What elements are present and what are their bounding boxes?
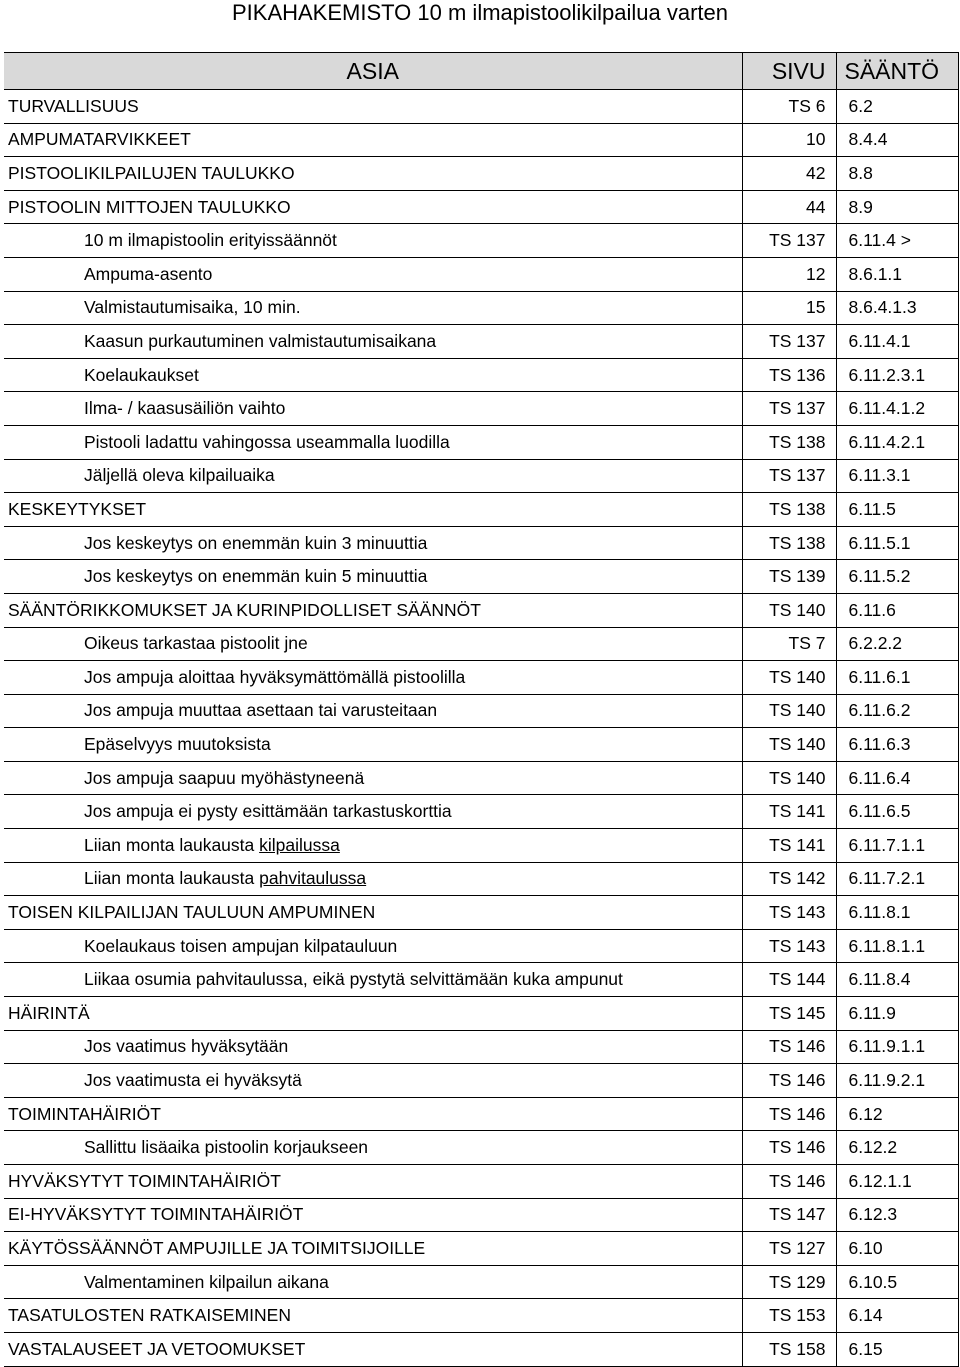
subtopic-cell <box>4 829 742 863</box>
subtopic-cell <box>4 661 742 695</box>
rule-cell: 6.12.3 <box>836 1198 958 1232</box>
rule-cell: 6.11.3.1 <box>836 459 958 493</box>
page-cell: TS 140 <box>742 661 836 695</box>
table-row <box>4 829 958 863</box>
index-table-container <box>4 52 958 1367</box>
table-row <box>4 257 958 291</box>
topic-text: Jos vaatimus hyväksytään <box>84 1036 289 1057</box>
subtopic-cell <box>4 761 742 795</box>
page-cell: TS 127 <box>742 1232 836 1266</box>
topic-text: HYVÄKSYTYT TOIMINTAHÄIRIÖT <box>8 1170 281 1191</box>
page-cell: TS 153 <box>742 1299 836 1333</box>
table-row <box>4 963 958 997</box>
page-cell: TS 140 <box>742 728 836 762</box>
page-cell: TS 136 <box>742 358 836 392</box>
page-cell: TS 147 <box>742 1198 836 1232</box>
page-cell: TS 129 <box>742 1265 836 1299</box>
topic-cell <box>4 1097 742 1131</box>
topic-text: VASTALAUSEET JA VETOOMUKSET <box>8 1338 306 1359</box>
rule-cell: 6.11.6 <box>836 593 958 627</box>
rule-cell: 6.11.7.2.1 <box>836 862 958 896</box>
topic-text: SÄÄNTÖRIKKOMUKSET JA KURINPIDOLLISET SÄÄNNÖT <box>8 599 481 620</box>
topic-cell <box>4 190 742 224</box>
topic-cell <box>4 1332 742 1366</box>
rule-cell: 6.15 <box>836 1332 958 1366</box>
topic-text: Sallittu lisäaika pistoolin korjaukseen <box>84 1137 369 1158</box>
page-cell: TS 146 <box>742 1131 836 1165</box>
topic-text: Jos ampuja aloittaa hyväksymättömällä pistoolilla <box>84 666 466 687</box>
page-cell: TS 143 <box>742 929 836 963</box>
topic-cell <box>4 1165 742 1199</box>
topic-text: Ampuma-asento <box>84 263 213 284</box>
topic-text: 10 m ilmapistoolin erityissäännöt <box>84 230 337 251</box>
topic-text: PISTOOLIN MITTOJEN TAULUKKO <box>8 196 291 217</box>
table-row <box>4 493 958 527</box>
topic-text: Koelaukaus toisen ampujan kilpatauluun <box>84 935 398 956</box>
table-row <box>4 728 958 762</box>
subtopic-cell <box>4 694 742 728</box>
rule-cell: 6.11.9.2.1 <box>836 1064 958 1098</box>
topic-text: Ilma- / kaasusäiliön vaihto <box>84 398 286 419</box>
page-cell: TS 141 <box>742 829 836 863</box>
page-cell: TS 137 <box>742 224 836 258</box>
page-cell: TS 138 <box>742 526 836 560</box>
rule-cell: 6.11.7.1.1 <box>836 829 958 863</box>
page-cell: TS 146 <box>742 1030 836 1064</box>
rule-cell: 6.11.6.5 <box>836 795 958 829</box>
page-cell: TS 7 <box>742 627 836 661</box>
page-cell: 42 <box>742 157 836 191</box>
table-row <box>4 190 958 224</box>
subtopic-cell <box>4 1064 742 1098</box>
header-saanto: SÄÄNTÖ <box>836 53 958 90</box>
rule-cell: 8.4.4 <box>836 123 958 157</box>
subtopic-cell <box>4 1131 742 1165</box>
page-cell: 15 <box>742 291 836 325</box>
table-row <box>4 325 958 359</box>
topic-text: Oikeus tarkastaa pistoolit jne <box>84 633 308 654</box>
rule-cell: 6.11.8.1 <box>836 896 958 930</box>
table-row <box>4 1064 958 1098</box>
rule-cell: 6.10 <box>836 1232 958 1266</box>
rule-cell: 6.11.4.1 <box>836 325 958 359</box>
table-row <box>4 1232 958 1266</box>
page-cell: TS 137 <box>742 459 836 493</box>
page-cell: TS 6 <box>742 90 836 124</box>
page-cell: TS 140 <box>742 593 836 627</box>
subtopic-cell <box>4 963 742 997</box>
topic-text: Jäljellä oleva kilpailuaika <box>84 465 275 486</box>
page-cell: TS 145 <box>742 997 836 1031</box>
table-row <box>4 90 958 124</box>
topic-text: TOISEN KILPAILIJAN TAULUUN AMPUMINEN <box>8 902 376 923</box>
rule-cell: 6.10.5 <box>836 1265 958 1299</box>
page-cell: TS 142 <box>742 862 836 896</box>
topic-cell <box>4 1198 742 1232</box>
subtopic-cell <box>4 929 742 963</box>
table-row <box>4 1265 958 1299</box>
rule-cell: 6.12 <box>836 1097 958 1131</box>
table-row <box>4 1030 958 1064</box>
topic-cell <box>4 157 742 191</box>
table-row <box>4 761 958 795</box>
topic-cell <box>4 1232 742 1266</box>
table-row <box>4 627 958 661</box>
rule-cell: 6.11.6.3 <box>836 728 958 762</box>
table-row <box>4 358 958 392</box>
subtopic-cell <box>4 291 742 325</box>
rule-cell: 6.11.6.2 <box>836 694 958 728</box>
subtopic-cell <box>4 862 742 896</box>
page-cell: 10 <box>742 123 836 157</box>
table-row <box>4 1299 958 1333</box>
table-row <box>4 929 958 963</box>
rule-cell: 6.11.9.1.1 <box>836 1030 958 1064</box>
table-header <box>4 53 958 90</box>
topic-text: Jos ampuja muuttaa asettaan tai varusteitaan <box>84 700 438 721</box>
subtopic-cell <box>4 257 742 291</box>
table-row <box>4 526 958 560</box>
table-row <box>4 795 958 829</box>
page-cell: TS 144 <box>742 963 836 997</box>
rule-cell: 6.11.8.1.1 <box>836 929 958 963</box>
topic-text: EI-HYVÄKSYTYT TOIMINTAHÄIRIÖT <box>8 1204 304 1225</box>
subtopic-cell <box>4 1030 742 1064</box>
subtopic-cell <box>4 459 742 493</box>
topic-text: Valmistautumisaika, 10 min. <box>84 297 301 318</box>
subtopic-cell <box>4 325 742 359</box>
rule-cell: 6.2 <box>836 90 958 124</box>
page-cell: TS 137 <box>742 325 836 359</box>
topic-text: Jos keskeytys on enemmän kuin 3 minuuttia <box>84 532 428 553</box>
topic-text: AMPUMATARVIKKEET <box>8 129 191 150</box>
rule-cell: 8.8 <box>836 157 958 191</box>
header-row <box>4 53 958 90</box>
topic-cell <box>4 593 742 627</box>
subtopic-cell <box>4 425 742 459</box>
topic-text: KESKEYTYKSET <box>8 498 147 519</box>
page-cell: TS 146 <box>742 1064 836 1098</box>
rule-cell: 8.6.1.1 <box>836 257 958 291</box>
topic-text: Liian monta laukausta <box>84 834 260 855</box>
table-row <box>4 997 958 1031</box>
topic-text: TURVALLISUUS <box>8 95 139 116</box>
topic-text: Koelaukaukset <box>84 364 199 385</box>
page-cell: TS 146 <box>742 1097 836 1131</box>
subtopic-cell <box>4 526 742 560</box>
page-cell: TS 143 <box>742 896 836 930</box>
topic-cell <box>4 493 742 527</box>
topic-text: Jos keskeytys on enemmän kuin 5 minuuttia <box>84 566 428 587</box>
rule-cell: 8.9 <box>836 190 958 224</box>
rule-cell: 6.11.4.2.1 <box>836 425 958 459</box>
topic-text: TOIMINTAHÄIRIÖT <box>8 1103 161 1124</box>
table-row <box>4 862 958 896</box>
page-cell: 12 <box>742 257 836 291</box>
topic-cell <box>4 90 742 124</box>
rule-cell: 6.11.5 <box>836 493 958 527</box>
page-cell: TS 140 <box>742 694 836 728</box>
topic-cell <box>4 1299 742 1333</box>
rule-cell: 6.12.1.1 <box>836 1165 958 1199</box>
subtopic-cell <box>4 1265 742 1299</box>
topic-underlined-text: pahvitaulussa <box>259 868 367 889</box>
topic-cell <box>4 997 742 1031</box>
index-table <box>4 52 959 1367</box>
rule-cell: 8.6.4.1.3 <box>836 291 958 325</box>
table-row <box>4 459 958 493</box>
subtopic-cell <box>4 392 742 426</box>
page-cell: TS 146 <box>742 1165 836 1199</box>
table-row <box>4 1165 958 1199</box>
page-cell: TS 138 <box>742 493 836 527</box>
subtopic-cell <box>4 627 742 661</box>
table-row <box>4 560 958 594</box>
rule-cell: 6.11.6.4 <box>836 761 958 795</box>
subtopic-cell <box>4 358 742 392</box>
document-title: PIKAHAKEMISTO 10 m ilmapistoolikilpailua varten <box>231 0 728 25</box>
table-body <box>4 90 958 1367</box>
table-row <box>4 1131 958 1165</box>
rule-cell: 6.11.4.1.2 <box>836 392 958 426</box>
table-row <box>4 291 958 325</box>
subtopic-cell <box>4 560 742 594</box>
table-row <box>4 224 958 258</box>
topic-text: Valmentaminen kilpailun aikana <box>84 1271 329 1292</box>
topic-text: Kaasun purkautuminen valmistautumisaikana <box>84 330 437 351</box>
table-row <box>4 1332 958 1366</box>
header-asia: ASIA <box>4 53 742 90</box>
rule-cell: 6.12.2 <box>836 1131 958 1165</box>
table-row <box>4 123 958 157</box>
table-row <box>4 157 958 191</box>
page-cell: TS 141 <box>742 795 836 829</box>
topic-text: HÄIRINTÄ <box>8 1002 90 1023</box>
table-row <box>4 425 958 459</box>
rule-cell: 6.11.5.2 <box>836 560 958 594</box>
topic-text: Liikaa osumia pahvitaulussa, eikä pystytä selvittämään kuka ampunut <box>84 969 623 990</box>
topic-text: TASATULOSTEN RATKAISEMINEN <box>8 1305 291 1326</box>
topic-text: Epäselvyys muutoksista <box>84 734 271 755</box>
subtopic-cell <box>4 728 742 762</box>
table-row <box>4 661 958 695</box>
table-row <box>4 1198 958 1232</box>
rule-cell: 6.14 <box>836 1299 958 1333</box>
rule-cell: 6.11.5.1 <box>836 526 958 560</box>
table-row <box>4 694 958 728</box>
subtopic-cell <box>4 795 742 829</box>
topic-underlined-text: kilpailussa <box>259 834 340 855</box>
rule-cell: 6.11.9 <box>836 997 958 1031</box>
rule-cell: 6.11.6.1 <box>836 661 958 695</box>
topic-cell <box>4 123 742 157</box>
topic-text: Jos ampuja ei pysty esittämään tarkastuskorttia <box>84 801 452 822</box>
topic-text: Jos vaatimusta ei hyväksytä <box>84 1070 302 1091</box>
page-cell: TS 158 <box>742 1332 836 1366</box>
page-cell: 44 <box>742 190 836 224</box>
rule-cell: 6.2.2.2 <box>836 627 958 661</box>
rule-cell: 6.11.8.4 <box>836 963 958 997</box>
table-row <box>4 593 958 627</box>
topic-text: Jos ampuja saapuu myöhästyneenä <box>84 767 365 788</box>
topic-text: Liian monta laukausta <box>84 868 260 889</box>
page-cell: TS 137 <box>742 392 836 426</box>
page-cell: TS 138 <box>742 425 836 459</box>
topic-cell <box>4 896 742 930</box>
topic-text: KÄYTÖSSÄÄNNÖT AMPUJILLE JA TOIMITSIJOILLE <box>8 1237 426 1258</box>
subtopic-cell <box>4 224 742 258</box>
topic-text: PISTOOLIKILPAILUJEN TAULUKKO <box>8 162 295 183</box>
table-row <box>4 1097 958 1131</box>
page-cell: TS 140 <box>742 761 836 795</box>
table-row <box>4 896 958 930</box>
rule-cell: 6.11.4 > <box>836 224 958 258</box>
rule-cell: 6.11.2.3.1 <box>836 358 958 392</box>
topic-text: Pistooli ladattu vahingossa useammalla luodilla <box>84 431 450 452</box>
header-sivu: SIVU <box>742 53 836 90</box>
table-row <box>4 392 958 426</box>
page-cell: TS 139 <box>742 560 836 594</box>
